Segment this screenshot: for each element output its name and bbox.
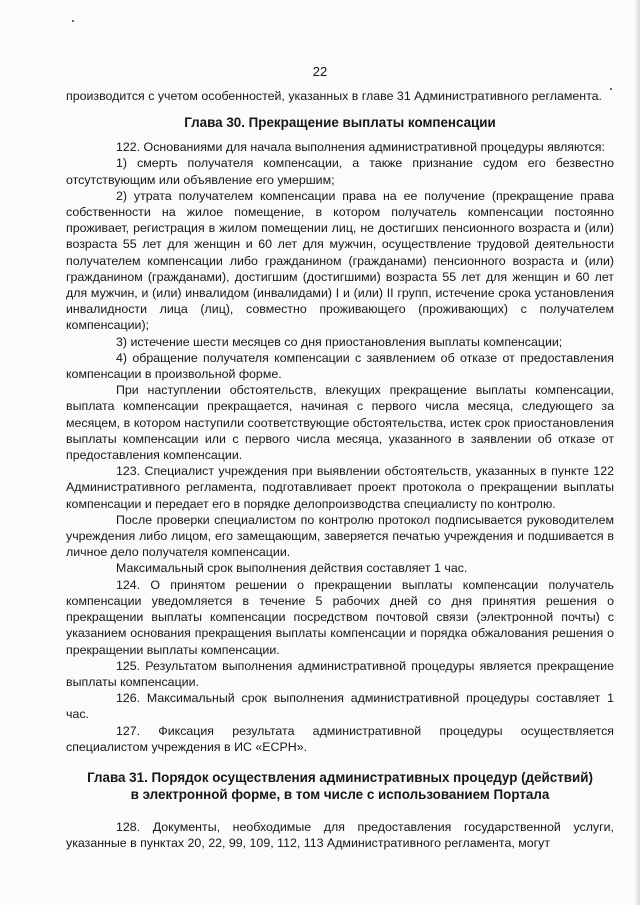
paragraph-127: 127. Фиксация результата административной процедуры осуществляется специалистом учреждения в ИС «ЕСРН». bbox=[66, 723, 614, 754]
paragraph-124: 124. О принятом решении о прекращении выплаты компенсации получатель компенсации уведомляется в течение 5 рабочих дней со дня принятия решения о прекращении выплаты компенсации посредством почтовой связи (электронной почты) с указанием основания прекращения выплаты компенсации и порядка обжалования решения о прекращении выплаты компенсации. bbox=[66, 577, 614, 657]
chapter-31-title-line-1: Глава 31. Порядок осуществления административных процедур (действий) bbox=[87, 769, 593, 785]
paragraph-122-item-4: 4) обращение получателя компенсации с заявлением об отказе от предоставления компенсации в произвольной форме. bbox=[66, 350, 614, 382]
paragraph-125: 125. Результатом выполнения административной процедуры является прекращение выплаты компенсации. bbox=[66, 658, 614, 689]
paragraph-122-consequence: При наступлении обстоятельств, влекущих прекращение выплаты компенсации, выплата компенсации прекращается, начиная с первого числа месяца, следующего за месяцем, в котором наступили соответствующие обстоятельства, истек срок приостановления выплаты компенсации или с первого числа месяца, указанного в заявлении об отказе от предоставления компенсации. bbox=[66, 383, 614, 463]
paragraph-122-item-1: 1) смерть получателя компенсации, а также признание судом его безвестно отсутствующим или объявление его умершим; bbox=[66, 156, 614, 187]
paragraph-122-item-2: 2) утрата получателем компенсации права на ее получение (прекращение права собственности на жилое помещение, в котором получатель компенсации постоянно проживает, регистрация в жилом помещении лиц, не достигших пенсионного возраста и (или) возраста 55 лет для женщин и 60 лет для мужчин, осуществление трудовой деятельности получателем компенсации либо гражданином (гражданами) пенсионного возраста и (или) гражданином (гражданами), достигшим (достигшими) возраста 55 лет для женщин и 60 лет для мужчин, и (или) инвалидом (инвалидами) I и (или) II групп, истечение срока установления инвалидности лица (лиц), совместно проживающего (проживающих) с получателем компенсации); bbox=[66, 188, 614, 333]
chapter-30-title: Глава 30. Прекращение выплаты компенсации bbox=[184, 115, 496, 131]
paragraph-126: 126. Максимальный срок выполнения административной процедуры составляет 1 час. bbox=[66, 691, 614, 722]
paragraph-123-check: После проверки специалистом по контролю протокол подписывается руководителем учреждения либо лицом, его замещающим, заверяется печатью учреждения и подшивается в личное дело получателя компенсации. bbox=[66, 512, 614, 560]
page-number: 22 bbox=[312, 64, 328, 79]
paragraph-123-max-time: Максимальный срок выполнения действия составляет 1 час. bbox=[116, 561, 468, 576]
document-body bbox=[66, 88, 614, 851]
scan-speck bbox=[72, 20, 74, 22]
paragraph-122-item-3: 3) истечение шести месяцев со дня приостановления выплаты компенсации; bbox=[116, 334, 563, 349]
scan-edge-shadow bbox=[634, 0, 640, 905]
paragraph-122: 122. Основаниями для начала выполнения административной процедуры являются: bbox=[116, 140, 605, 155]
paragraph-123: 123. Специалист учреждения при выявлении обстоятельств, указанных в пункте 122 Административного регламента, подготавливает проект протокола о прекращении выплаты компенсации и передает его в порядке делопроизводства специалисту по контролю. bbox=[66, 464, 614, 511]
spacer bbox=[66, 811, 614, 819]
chapter-31-title-line-2: в электронной форме, в том числе с использованием Портала bbox=[130, 786, 550, 802]
chapter-31-title bbox=[66, 769, 614, 803]
intro-paragraph: производится с учетом особенностей, указанных в главе 31 Административного регламента. bbox=[66, 89, 602, 103]
paragraph-128: 128. Документы, необходимые для предоставления государственной услуги, указанные в пунктах 20, 22, 99, 109, 112, 113 Административного регламента, могут bbox=[66, 819, 614, 851]
